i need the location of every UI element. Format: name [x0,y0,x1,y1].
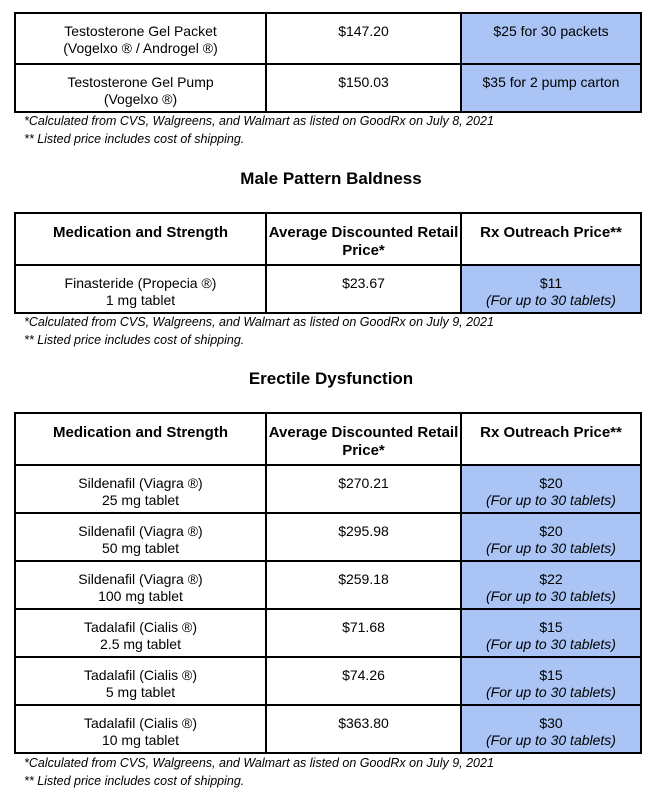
medication-name: Testosterone Gel Packet [64,23,217,39]
retail-price-cell: $74.26 [266,657,461,705]
medication-strength: 5 mg tablet [105,684,176,700]
outreach-quantity-note: (For up to 30 tablets) [486,588,616,604]
testosterone-table [14,12,642,113]
medication-cell [15,609,266,657]
table-row [15,265,641,313]
column-header-medication: Medication and Strength [15,213,266,265]
retail-price-cell: $363.80 [266,705,461,753]
medication-cell [15,64,266,112]
medication-strength: 1 mg tablet [105,292,176,308]
retail-price-cell: $270.21 [266,465,461,513]
outreach-price-cell [461,265,641,313]
retail-price-cell: $23.67 [266,265,461,313]
outreach-price-cell [461,657,641,705]
medication-name: Tadalafil (Cialis ®) [83,619,197,635]
column-header-medication: Medication and Strength [15,413,266,465]
medication-cell [15,513,266,561]
outreach-price: $11 [539,275,563,291]
table-row [15,657,641,705]
medication-name: Finasteride (Propecia ®) [64,275,217,291]
medication-cell [15,13,266,64]
footnote-shipping: ** Listed price includes cost of shipping. [24,132,245,146]
footnote-shipping: ** Listed price includes cost of shipping. [24,774,245,788]
footnote-calculation: *Calculated from CVS, Walgreens, and Walmart as listed on GoodRx on July 9, 2021 [24,315,494,329]
column-header-retail-price: Average Discounted Retail Price* [266,413,461,465]
outreach-price: $15 [539,667,563,683]
table-row [15,513,641,561]
medication-name: Sildenafil (Viagra ®) [78,475,203,491]
retail-price-cell: $71.68 [266,609,461,657]
table-row [15,465,641,513]
medication-name: Testosterone Gel Pump [67,74,214,90]
table-row [15,561,641,609]
outreach-price-cell [461,64,641,112]
column-header-outreach-price: Rx Outreach Price** [461,413,641,465]
medication-cell [15,265,266,313]
outreach-quantity-note: (For up to 30 tablets) [486,684,616,700]
outreach-price-cell [461,705,641,753]
column-header-outreach-price: Rx Outreach Price** [461,213,641,265]
medication-strength: 50 mg tablet [101,540,180,556]
medication-strength: (Vogelxo ®) [103,91,178,107]
section-title: Erectile Dysfunction [248,369,414,388]
medication-strength: 2.5 mg tablet [100,636,181,652]
retail-price-cell: $295.98 [266,513,461,561]
medication-strength: 10 mg tablet [101,732,180,748]
medication-strength: 100 mg tablet [98,588,183,604]
outreach-price: $25 for 30 packets [493,23,609,39]
medication-name: Sildenafil (Viagra ®) [78,571,203,587]
outreach-price: $15 [539,619,563,635]
table-header-row [15,413,641,465]
table-header-row [15,213,641,265]
retail-price-cell: $259.18 [266,561,461,609]
outreach-quantity-note: (For up to 30 tablets) [486,636,616,652]
outreach-price-cell [461,609,641,657]
outreach-price: $35 for 2 pump carton [482,74,620,90]
medication-cell [15,561,266,609]
outreach-price-cell [461,13,641,64]
medication-cell [15,465,266,513]
medication-strength: (Vogelxo ® / Androgel ®) [63,40,218,56]
column-header-retail-price: Average Discounted Retail Price* [266,213,461,265]
outreach-price: $30 [539,715,563,731]
footnote-calculation: *Calculated from CVS, Walgreens, and Walmart as listed on GoodRx on July 9, 2021 [24,756,494,770]
baldness-table [14,212,642,314]
footnote-calculation: *Calculated from CVS, Walgreens, and Walmart as listed on GoodRx on July 8, 2021 [24,114,494,128]
outreach-price: $20 [539,523,563,539]
retail-price-cell: $147.20 [266,13,461,64]
medication-name: Tadalafil (Cialis ®) [83,715,197,731]
table-row [15,13,641,64]
medication-cell [15,705,266,753]
medication-cell [15,657,266,705]
medication-name: Sildenafil (Viagra ®) [78,523,203,539]
erectile-dysfunction-table [14,412,642,754]
outreach-quantity-note: (For up to 30 tablets) [486,540,616,556]
medication-strength: 25 mg tablet [101,492,180,508]
outreach-price-cell [461,561,641,609]
section-title: Male Pattern Baldness [240,169,422,188]
outreach-price: $20 [539,475,563,491]
table-row [15,64,641,112]
outreach-quantity-note: (For up to 30 tablets) [486,732,616,748]
outreach-price: $22 [539,571,563,587]
table-row [15,705,641,753]
footnote-shipping: ** Listed price includes cost of shipping. [24,333,245,347]
medication-name: Tadalafil (Cialis ®) [83,667,197,683]
outreach-quantity-note: (For up to 30 tablets) [486,492,616,508]
retail-price-cell: $150.03 [266,64,461,112]
outreach-quantity-note: (For up to 30 tablets) [486,292,616,308]
outreach-price-cell [461,513,641,561]
table-row [15,609,641,657]
outreach-price-cell [461,465,641,513]
